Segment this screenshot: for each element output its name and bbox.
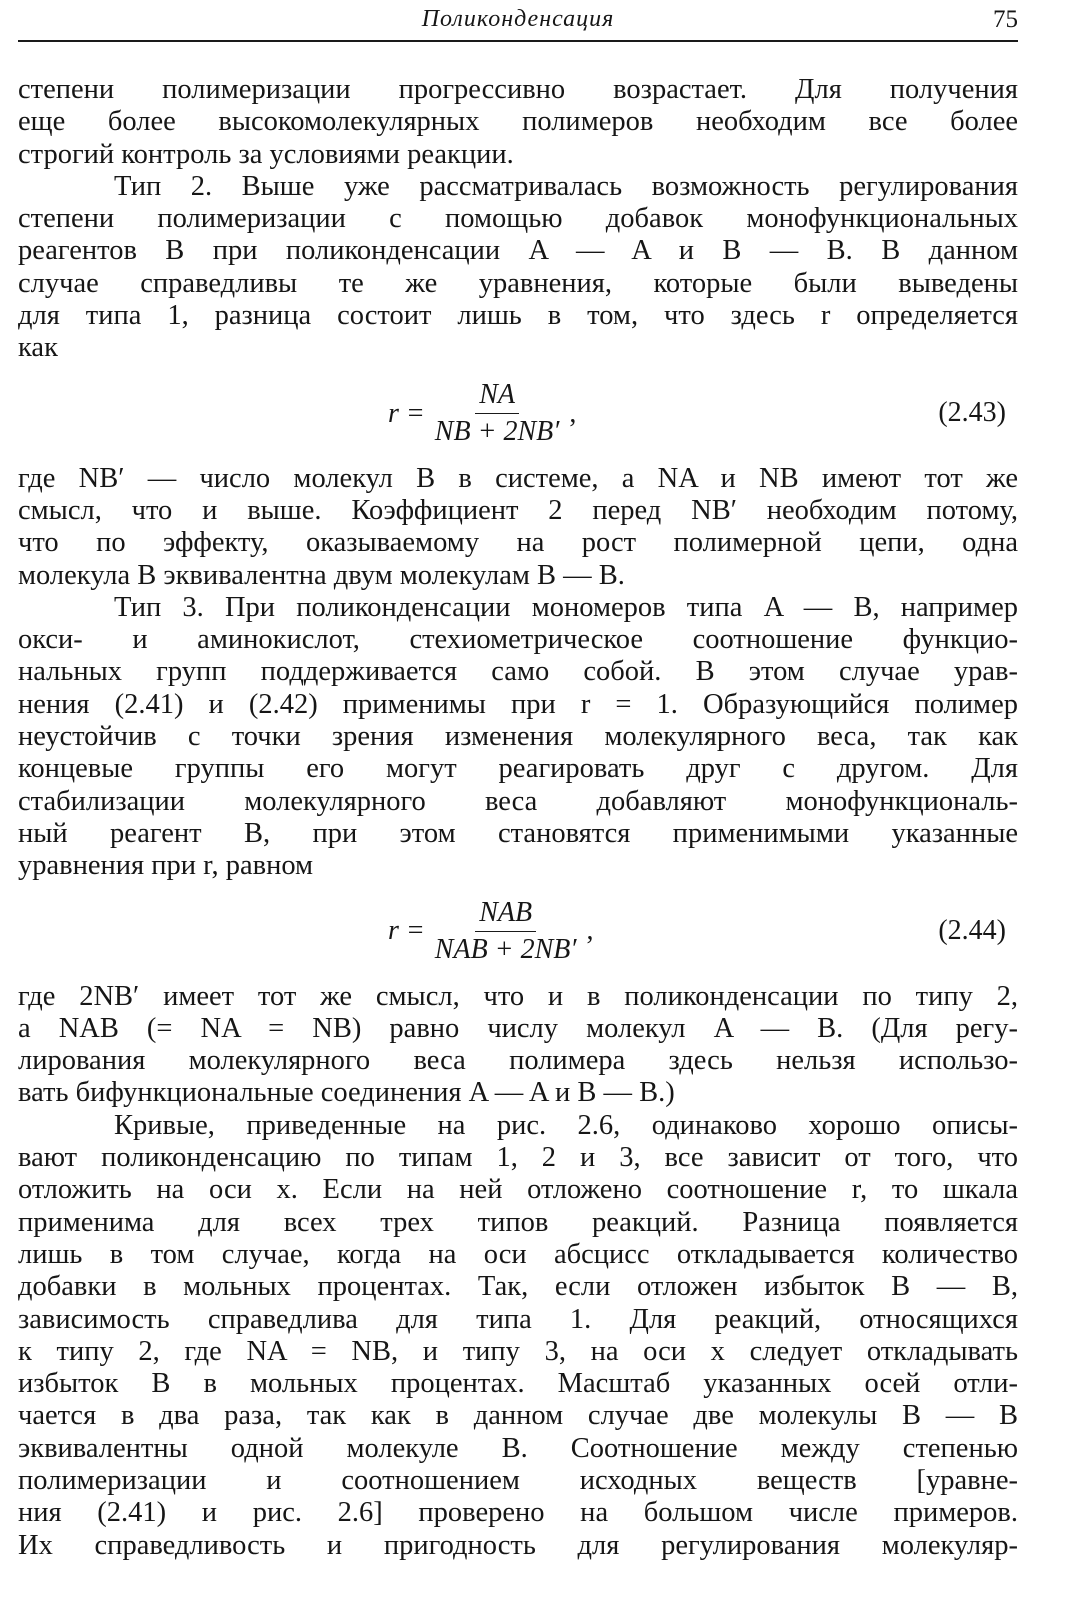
running-title: Поликонденсация [421, 6, 615, 32]
text-line: где NB′ — число молекул B в системе, а NA и NB имеют тот же [18, 462, 1018, 494]
formula-fraction [431, 379, 564, 449]
page-number: 75 [993, 6, 1018, 33]
text-line: молекула B эквивалентна двум молекулам B — B. [18, 559, 625, 591]
text-line: вают поликонденсацию по типам 1, 2 и 3, все зависит от того, что [18, 1142, 1018, 1174]
text-line: применима для всех трех типов реакций. Разница появляется [18, 1206, 1018, 1238]
text-line: лирования молекулярного веса полимера здесь нельзя использо- [18, 1045, 1018, 1077]
text-line: ния (2.41) и рис. 2.6] проверено на большом числе примеров. [18, 1497, 1018, 1529]
formula-denominator: NB + 2NB′ [434, 416, 560, 448]
text-line: степени полимеризации с помощью добавок монофункциональных [18, 203, 1018, 235]
formula-2-44 [18, 883, 1018, 981]
text-line: Тип 3. При поликонденсации мономеров типа A — B, например [114, 591, 1018, 623]
paragraph-type-2 [18, 171, 1018, 365]
formula-numerator: NAB [475, 897, 536, 932]
formula-trailing-comma: , [586, 915, 594, 947]
text-line: стабилизации молекулярного веса добавляют монофункциональ- [18, 785, 1018, 817]
formula-expression [388, 883, 593, 981]
formula-denominator: NAB + 2NB′ [434, 934, 577, 966]
text-line: концевые группы его могут реагировать друг с другом. Для [18, 753, 1018, 785]
text-line: еще более высокомолекулярных полимеров необходим все более [18, 106, 1018, 138]
formula-trailing-comma: , [569, 397, 577, 429]
text-line: избыток B в мольных процентах. Масштаб указанных осей отли- [18, 1368, 1018, 1400]
text-line: случае справедливы те же уравнения, которые были выведены [18, 267, 1018, 299]
text-line: зависимость справедлива для типа 1. Для реакций, относящихся [18, 1303, 1018, 1335]
text-line: смысл, что и выше. Коэффициент 2 перед NB′ необходим потому, [18, 494, 1018, 526]
formula-fraction [431, 897, 581, 967]
paragraph-explanation-2-44 [18, 981, 1018, 1110]
text-line: Тип 2. Выше уже рассматривалась возможность регулирования [114, 170, 1018, 202]
text-line: строгий контроль за условиями реакции. [18, 138, 514, 170]
text-line: вать бифункциональные соединения A — A и B — B.) [18, 1077, 675, 1109]
text-line: неустойчив с точки зрения изменения молекулярного веса, так как [18, 721, 1018, 753]
formula-lhs: r = [388, 397, 425, 429]
text-line: для типа 1, разница состоит лишь в том, что здесь r определяется [18, 300, 1018, 332]
text-line: Кривые, приведенные на рис. 2.6, одинаково хорошо описы- [114, 1109, 1018, 1141]
formula-2-43 [18, 365, 1018, 463]
text-line: лишь в том случае, когда на оси абсцисс откладывается количество [18, 1238, 1018, 1270]
body-text [18, 74, 1018, 1562]
text-line: уравнения при r, равном [18, 850, 314, 882]
formula-numerator: NA [475, 379, 519, 414]
text-line: эквивалентны одной молекуле B. Соотношение между степенью [18, 1432, 1018, 1464]
text-line: что по эффекту, оказываемому на рост полимерной цепи, одна [18, 527, 1018, 559]
text-line: а NAB (= NA = NB) равно числу молекул A — B. (Для регу- [18, 1012, 1018, 1044]
text-line: нения (2.41) и (2.42) применимы при r = 1. Образующийся полимер [18, 688, 1018, 720]
paragraph-curves [18, 1110, 1018, 1562]
running-head [18, 0, 1018, 42]
paragraph-type-3 [18, 592, 1018, 883]
text-line: отложить на оси x. Если на ней отложено соотношение r, то шкала [18, 1174, 1018, 1206]
paragraph-explanation-2-43 [18, 463, 1018, 592]
text-line: окси- и аминокислот, стехиометрическое соотношение функцио- [18, 624, 1018, 656]
text-line: где 2NB′ имеет тот же смысл, что и в поликонденсации по типу 2, [18, 980, 1018, 1012]
text-line: Их справедливость и пригодность для регулирования молекуляр- [18, 1529, 1018, 1561]
text-line: полимеризации и соотношением исходных веществ [уравне- [18, 1464, 1018, 1496]
text-line: ный реагент B, при этом становятся применимыми указанные [18, 817, 1018, 849]
text-line: как [18, 332, 58, 364]
text-line: к типу 2, где NA = NB, и типу 3, на оси x следует откладывать [18, 1335, 1018, 1367]
text-line: чается в два раза, так как в данном случае две молекулы B — B [18, 1400, 1018, 1432]
text-line: реагентов B при поликонденсации A — A и B — B. В данном [18, 235, 1018, 267]
text-line: добавки в мольных процентах. Так, если отложен избыток B — B, [18, 1271, 1018, 1303]
formula-lhs: r = [388, 915, 425, 947]
paragraph-continuation [18, 74, 1018, 171]
formula-expression [388, 365, 576, 463]
book-page [18, 0, 1018, 1600]
text-line: нальных групп поддерживается само собой. В этом случае урав- [18, 656, 1018, 688]
equation-number: (2.43) [938, 396, 1006, 428]
equation-number: (2.44) [938, 914, 1006, 946]
text-line: степени полимеризации прогрессивно возрастает. Для получения [18, 74, 1018, 105]
